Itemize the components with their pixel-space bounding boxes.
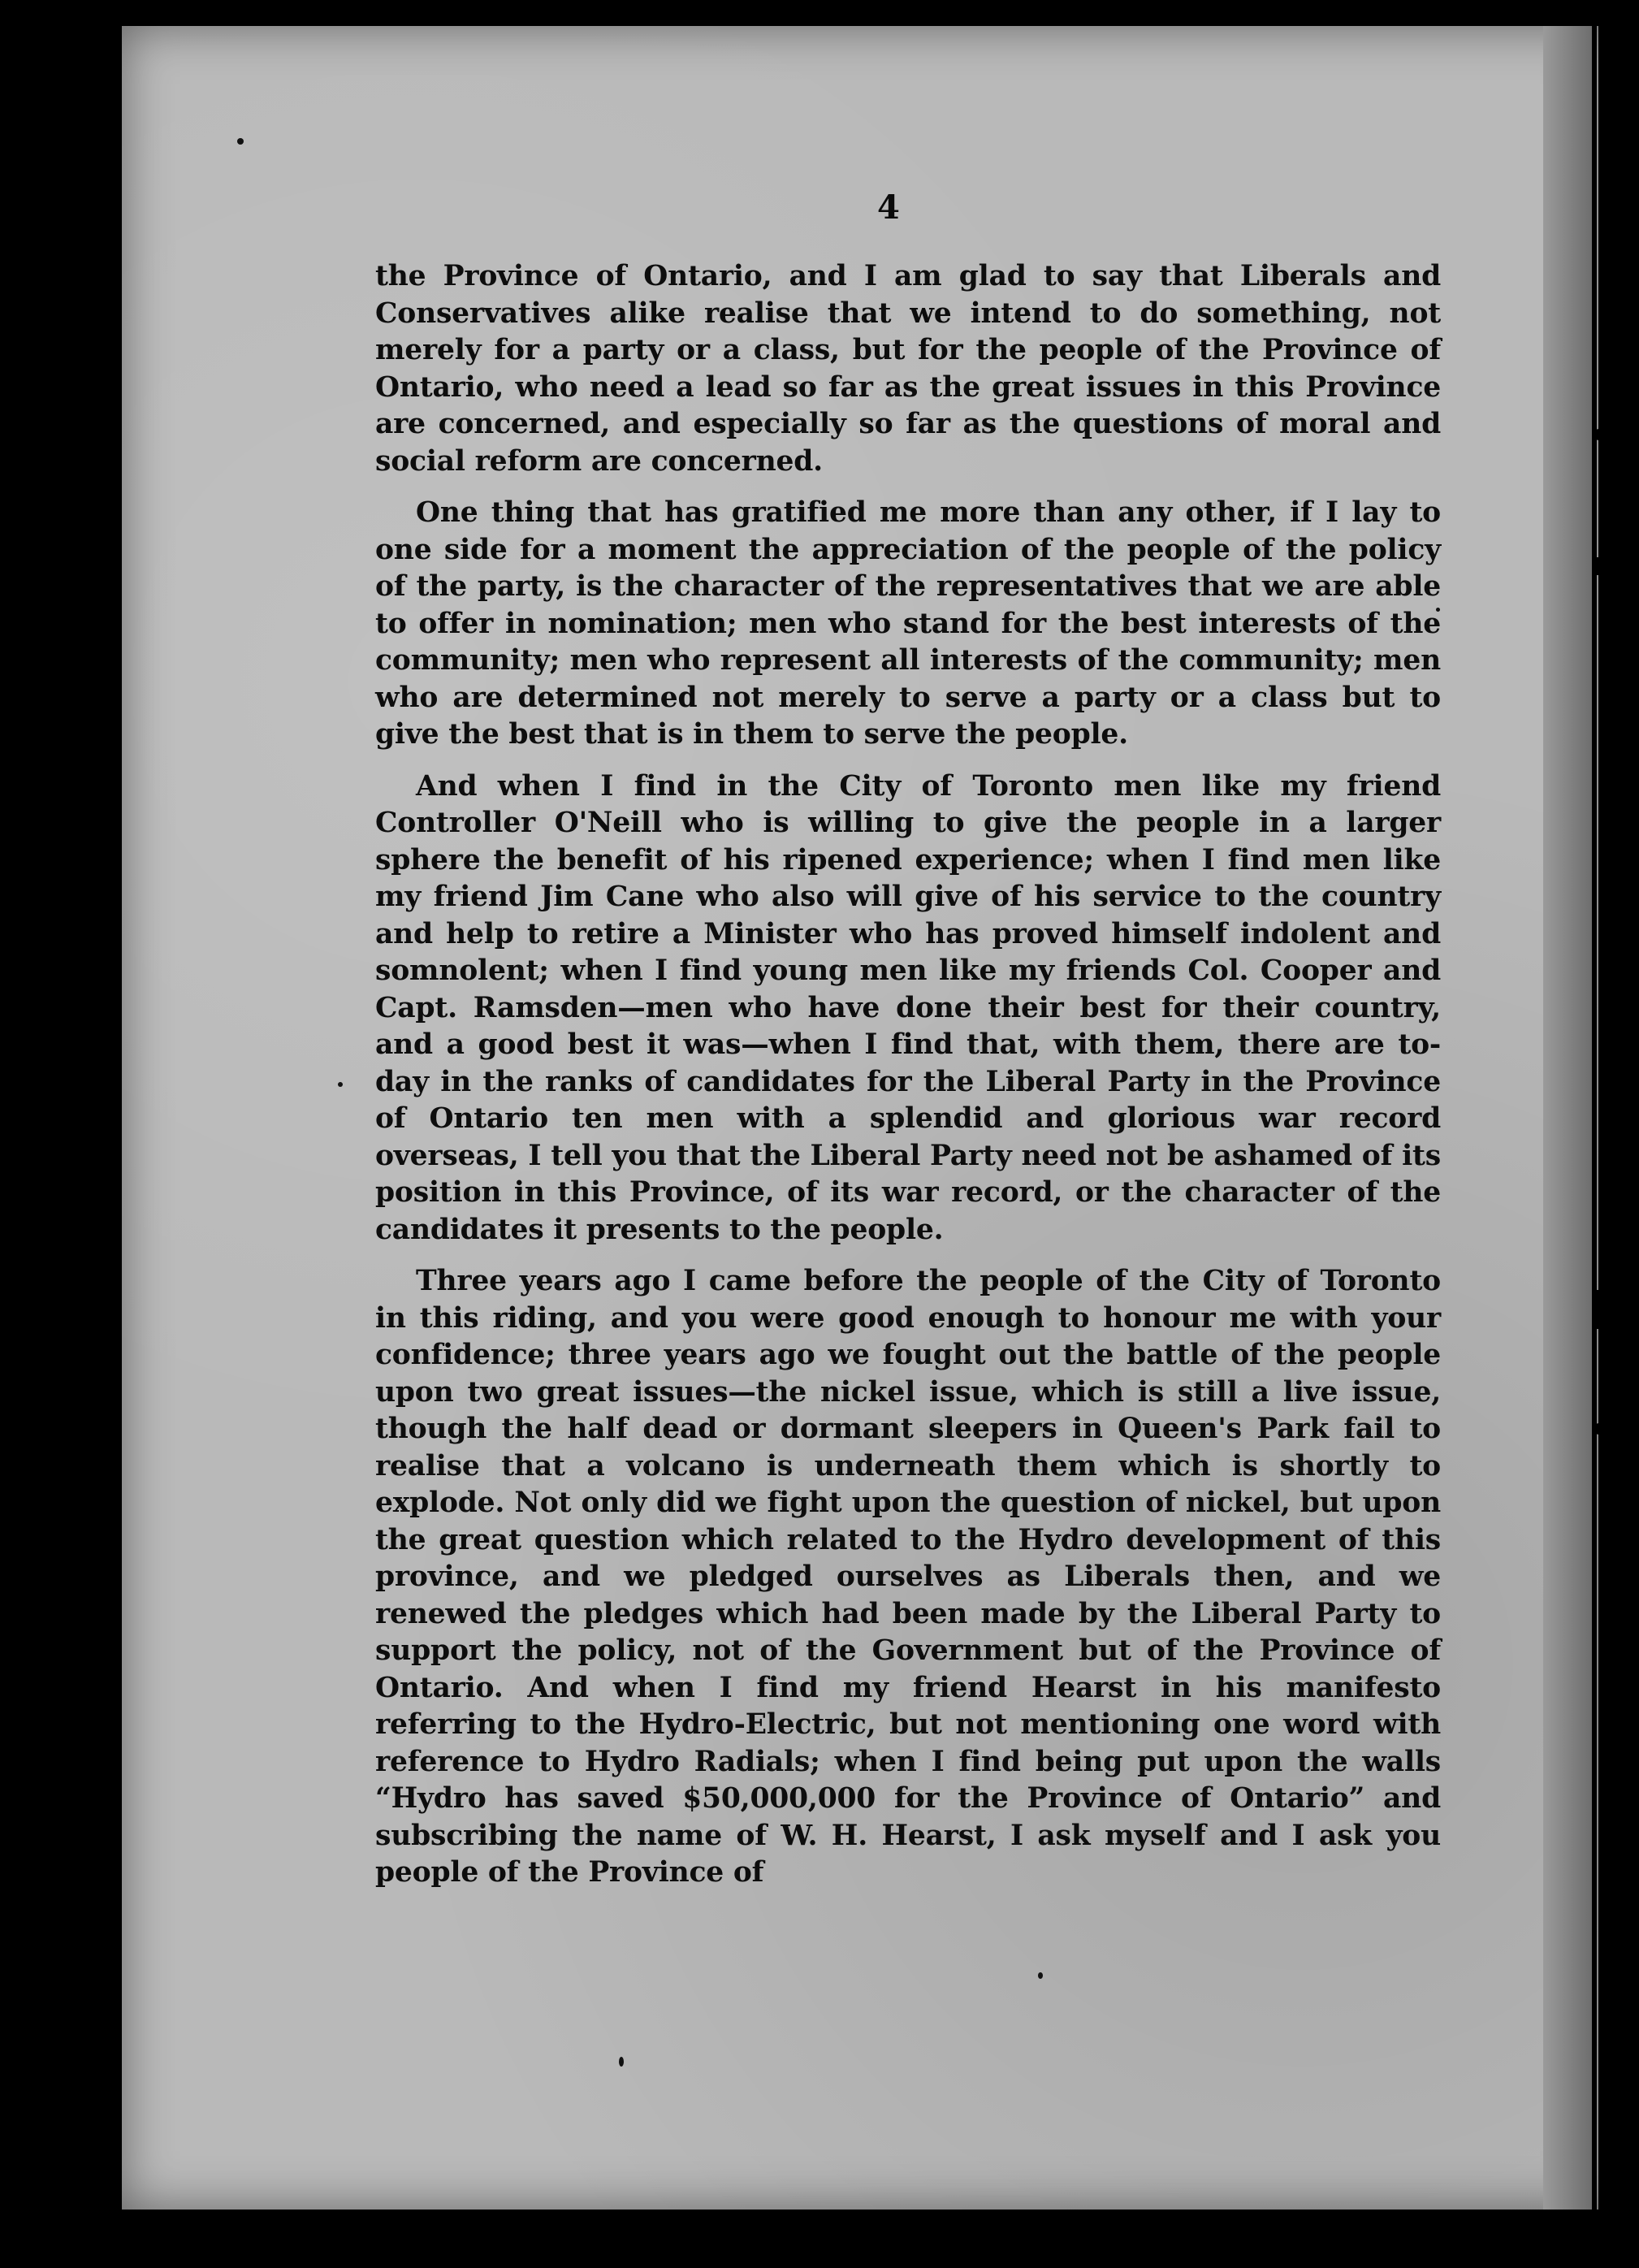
edge-mark (1594, 557, 1602, 575)
edge-mark (1594, 429, 1605, 440)
paragraph: And when I find in the City of Toronto men like my friend Controller O'Neill who is willing to give the people in a larger sphere the benefit of his ripened experience; when I find men like my friend Jim Cane who also will give of his service to the country and help to retire a Minister who has proved himself indolent and somnolent; when I find young men like my friends Col. Cooper and Capt. Ramsden—men who have done their best for their country, and a good best it was—when I find that, with them, there are to-day in the ranks of candidates for the Liberal Party in the Province of Ontario ten men with a splendid and glorious war record overseas, I tell you that the Liberal Party need not be ashamed of its position in this Province, of its war record, or the character of the candidates it presents to the people. (375, 769, 1441, 1246)
scan-speck (338, 1082, 343, 1087)
paragraph: One thing that has gratified me more than any other, if I lay to one side for a moment the appreciation of the people of the policy of the party, is the character of the representatives that we are able to offer in nomination; men who stand for the best interests of the community; men who represent all interests of the community; men who are determined not merely to serve a party or a class but to give the best that is in them to serve the people. (375, 496, 1441, 751)
edge-mark (1594, 1423, 1605, 1435)
scanner-edge-line (1592, 0, 1597, 2268)
page-number: 4 (877, 188, 900, 227)
scan-speck (237, 138, 244, 145)
edge-mark (1594, 1290, 1602, 1329)
body-text (375, 258, 1441, 1907)
scan-speck (619, 2057, 624, 2067)
page-edge-shadow (1543, 26, 1592, 2210)
scan-speck (1038, 1972, 1043, 1979)
paragraph: Three years ago I came before the people of the City of Toronto in this riding, and you were good enough to honour me with your confidence; three years ago we fought out the battle of the people upon two great issues—the nickel issue, which is still a live issue, though the half dead or dormant sleepers in Queen's Park fail to realise that a volcano is underneath them which is shortly to explode. Not only did we fight upon the question of nickel, but upon the great question which related to the Hydro development of this province, and we pledged ourselves as Liberals then, and we renewed the pledges which had been made by the Liberal Party to support the policy, not of the Government but of the Province of Ontario. And when I find my friend Hearst in his manifesto referring to the Hydro-Electric, but not mentioning one word with reference to Hydro Radials; when I find being put upon the walls “Hydro has saved $50,000,000 for the Province of Ontario” and subscribing the name of W. H. Hearst, I ask myself and I ask you people of the Province of (375, 1265, 1441, 1889)
paragraph: the Province of Ontario, and I am glad to say that Liberals and Conservatives alike realise that we intend to do something, not merely for a party or a class, but for the people of the Province of Ontario, who need a lead so far as the great issues in this Province are concerned, and especially so far as the questions of moral and social reform are concerned. (375, 260, 1441, 478)
